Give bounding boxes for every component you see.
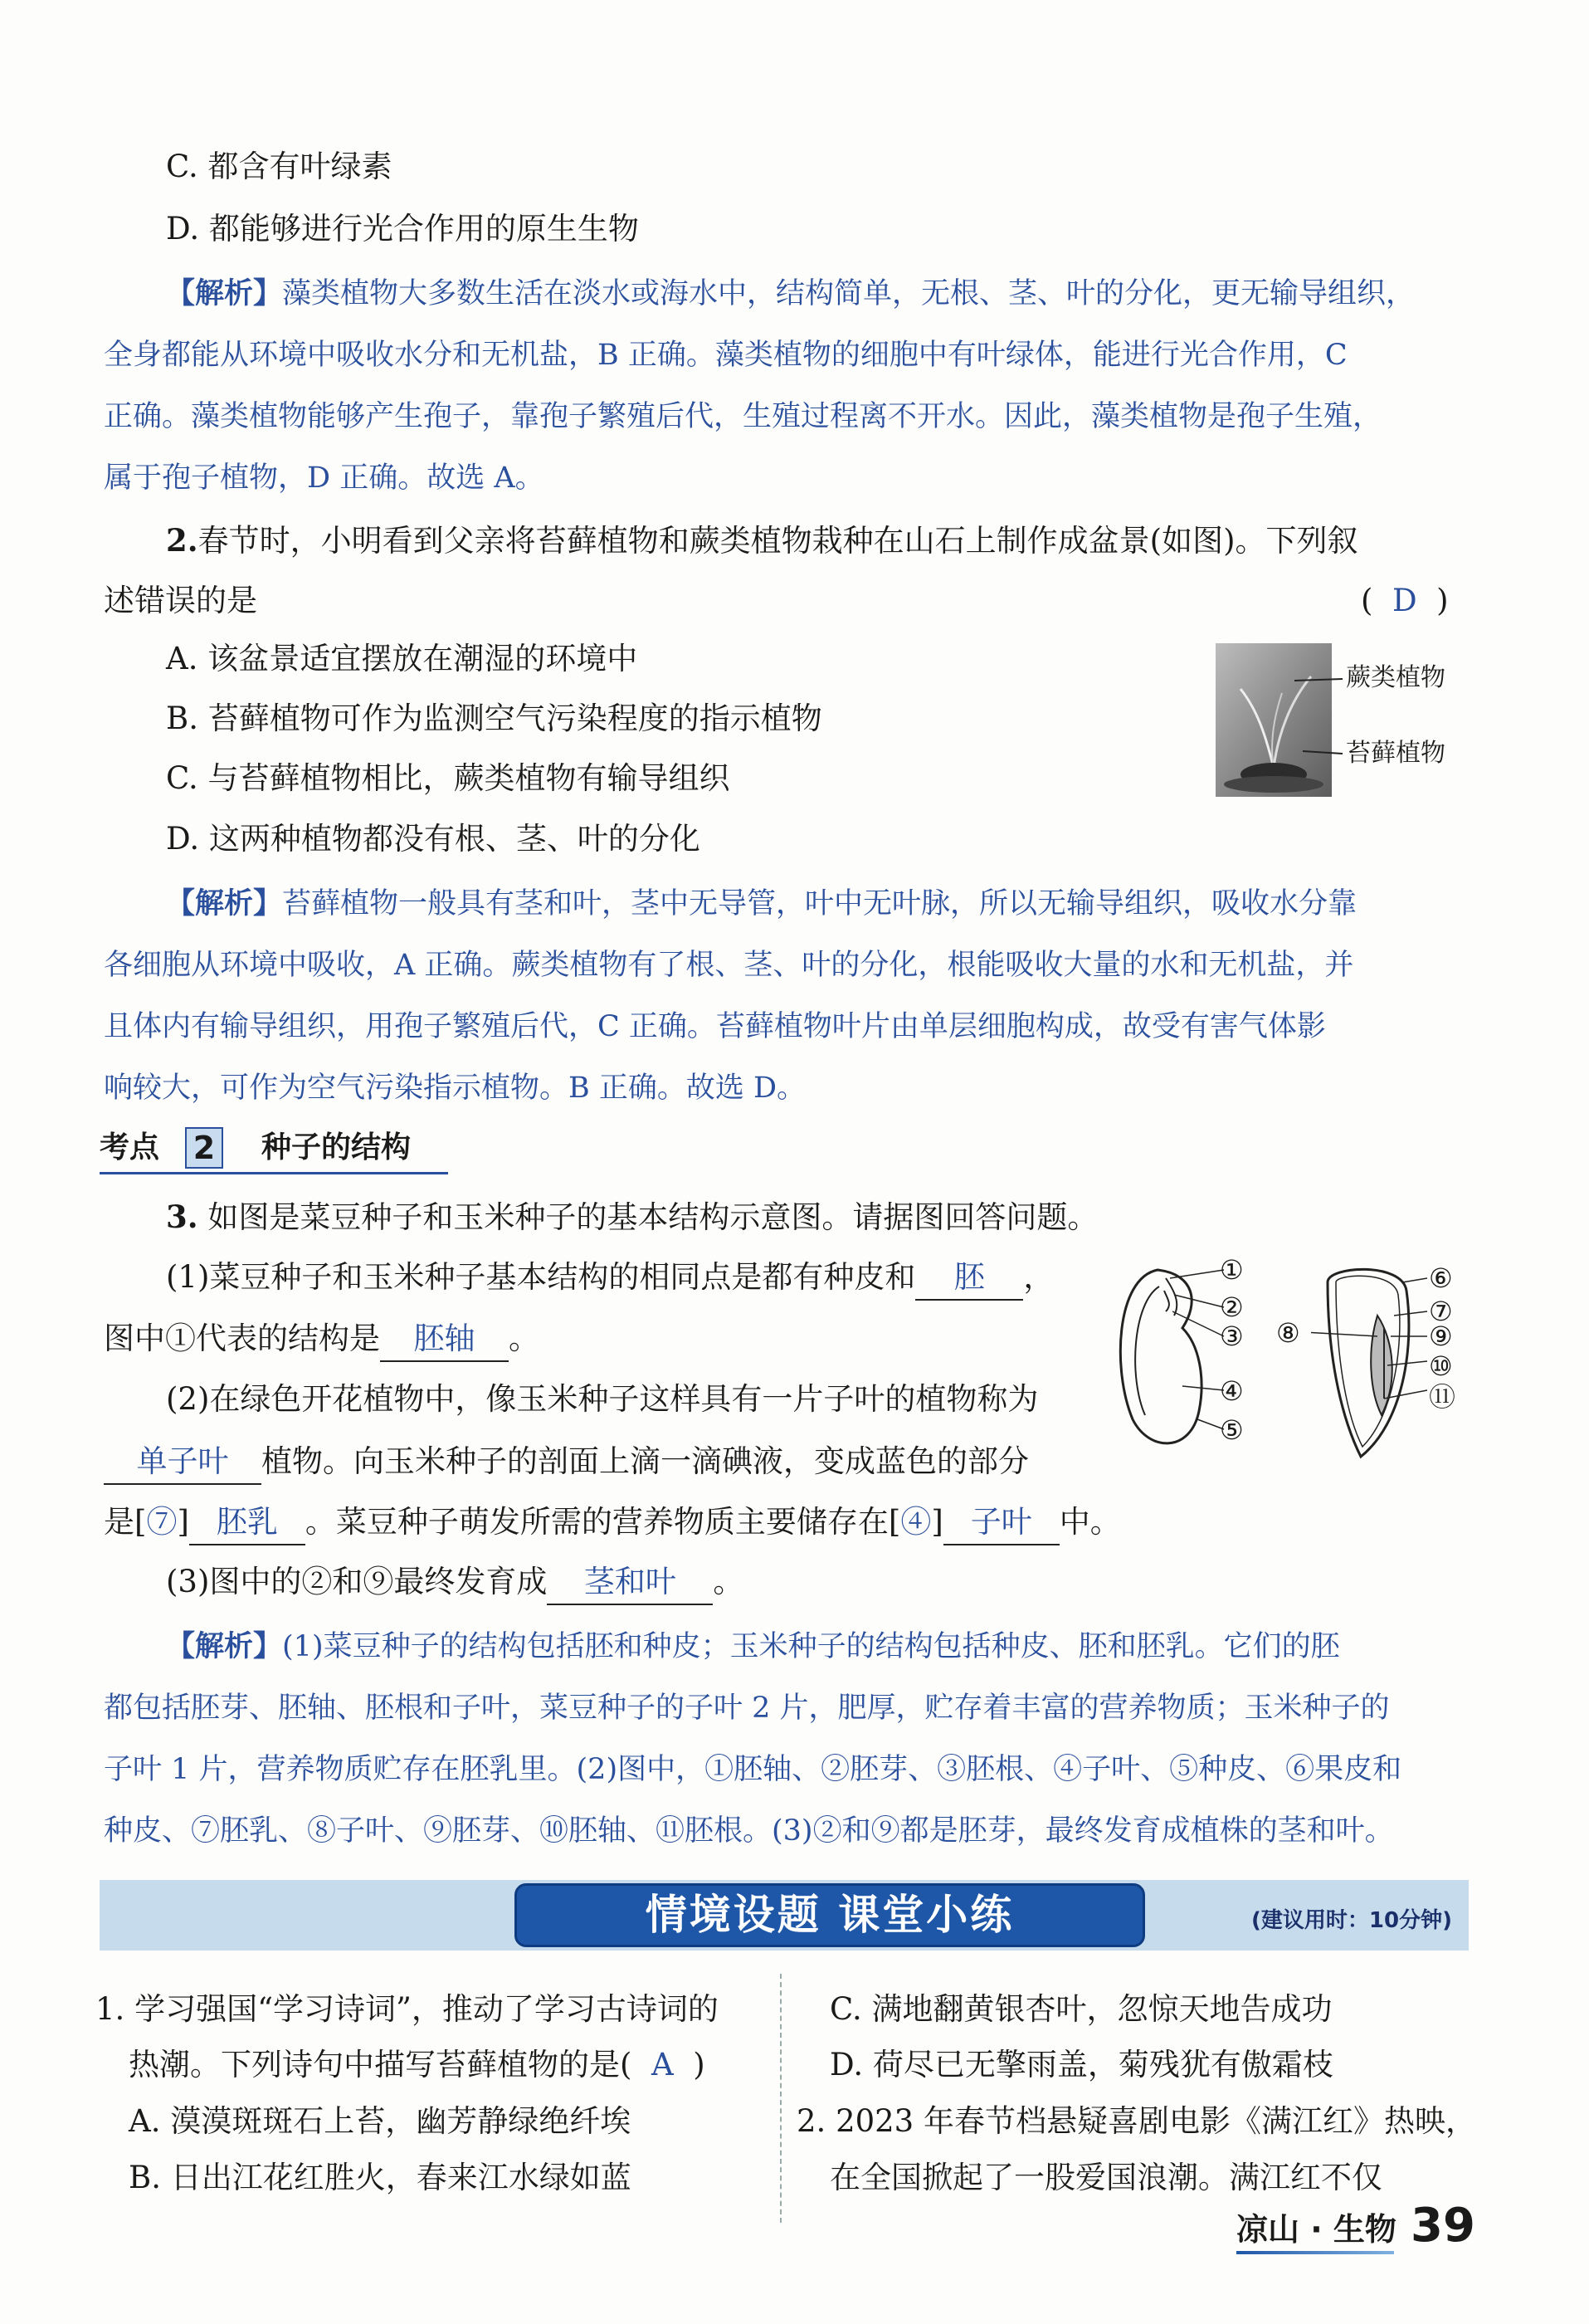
column-divider (780, 1974, 783, 2223)
q1-option-d: D. 都能够进行光合作用的原生生物 (166, 211, 639, 247)
kaodian-title: 种子的结构 (261, 1130, 412, 1164)
q2-stem-line2: 述错误的是 (104, 583, 257, 618)
bean-label-3: ③ (1220, 1321, 1244, 1352)
bean-label-4: ④ (1220, 1375, 1244, 1407)
footer-subject: 凉山 · 生物 (1236, 2211, 1396, 2248)
answer-blank: 胚乳 (189, 1501, 305, 1545)
practice-q1-line2: 热潮。下列诗句中描写苔藓植物的是( A ) (129, 2047, 705, 2082)
q1-analysis-line3: 正确。藻类植物能够产生孢子，靠孢子繁殖后代，生殖过程离不开水。因此，藻类植物是孢子生殖， (104, 400, 1382, 433)
corn-label-7: ⑦ (1429, 1296, 1453, 1327)
q3-part2-line2: 单子叶 植物。向玉米种子的剖面上滴一滴碘液，变成蓝色的部分 (104, 1440, 1029, 1485)
corn-label-10: ⑩ (1429, 1350, 1453, 1382)
analysis-label: 【解析】 (166, 277, 283, 310)
practice-q1-option-d: D. 荷尽已无擎雨盖，菊残犹有傲霜枝 (830, 2047, 1333, 2082)
q3-part1-line2: 图中①代表的结构是 胚轴 。 (104, 1317, 539, 1362)
corn-label-9: ⑨ (1429, 1321, 1453, 1352)
label-moss: 苔藓植物 (1346, 739, 1445, 768)
kaodian-prefix: 考点 (100, 1130, 160, 1164)
bean-label-5: ⑤ (1220, 1414, 1244, 1446)
answer-blank: 胚轴 (380, 1317, 509, 1362)
corn-label-11: ⑪ (1429, 1381, 1456, 1413)
practice-q2-line1: 2. 2023 年春节档悬疑喜剧电影《满江红》热映， (797, 2103, 1476, 2139)
q3-part3: (3)图中的②和⑨最终发育成 茎和叶 。 (166, 1560, 743, 1605)
q3-stem: 3. 如图是菜豆种子和玉米种子的基本结构示意图。请据图回答问题。 (166, 1199, 1099, 1235)
practice-q1-option-a: A. 漠漠斑斑石上苔，幽芳静绿绝纤埃 (129, 2103, 631, 2139)
practice-q2-line2: 在全国掀起了一股爱国浪潮。满江红不仅 (830, 2160, 1382, 2195)
q3-analysis-line2: 都包括胚芽、胚轴、胚根和子叶，菜豆种子的子叶 2 片，肥厚，贮存着丰富的营养物质；玉米种子的 (104, 1692, 1390, 1725)
practice-q1-line1: 1. 学习强国“学习诗词”，推动了学习古诗词的 (95, 1991, 719, 2027)
q1-analysis-line2: 全身都能从环境中吸收水分和无机盐，B 正确。藻类植物的细胞中有叶绿体，能进行光合作用，C (104, 339, 1348, 372)
q2-option-b: B. 苔藓植物可作为监测空气污染程度的指示植物 (166, 701, 822, 736)
banner-time-hint: (建议用时：10分钟) (1251, 1908, 1452, 1933)
section-banner (100, 1880, 1469, 1950)
answer-bracket: ④ (900, 1504, 932, 1540)
answer-blank: 单子叶 (104, 1440, 261, 1485)
q3-part1-line1: (1)菜豆种子和玉米种子基本结构的相同点是都有种皮和 胚 ， (166, 1256, 1054, 1301)
practice-q1-answer: A (651, 2047, 674, 2082)
answer-bracket: ⑦ (146, 1504, 178, 1540)
kaodian-underline (100, 1172, 448, 1174)
q2-option-c: C. 与苔藓植物相比，蕨类植物有输导组织 (166, 760, 730, 796)
q3-part2-line1: (2)在绿色开花植物中，像玉米种子这样具有一片子叶的植物称为 (166, 1381, 1039, 1417)
q2-stem-line1: 2.春节时，小明看到父亲将苔藓植物和蕨类植物栽种在山石上制作成盆景(如图)。下列叙 (166, 522, 1358, 559)
q1-analysis-line4: 属于孢子植物，D 正确。故选 A。 (104, 461, 544, 495)
q3-analysis-line1: 【解析】(1)菜豆种子的结构包括胚和种皮；玉米种子的结构包括种皮、胚和胚乳。它们的胚 (166, 1630, 1340, 1663)
corn-seed-diagram (1311, 1257, 1427, 1465)
q3-analysis-line4: 种皮、⑦胚乳、⑧子叶、⑨胚芽、⑩胚轴、⑪胚根。(3)②和⑨都是胚芽，最终发育成植株的茎和叶。 (104, 1814, 1394, 1848)
page-number: 39 (1411, 2199, 1475, 2253)
practice-q1-option-c: C. 满地翻黄银杏叶，忽惊天地告成功 (830, 1991, 1333, 2027)
corn-label-6: ⑥ (1429, 1262, 1453, 1294)
q2-option-d: D. 这两种植物都没有根、茎、叶的分化 (166, 821, 700, 857)
q1-option-c: C. 都含有叶绿素 (166, 149, 392, 184)
label-fern: 蕨类植物 (1346, 663, 1445, 692)
bean-label-1: ① (1220, 1254, 1244, 1286)
footer-accent-line (1236, 2251, 1394, 2254)
q2-analysis-line1: 【解析】苔藓植物一般具有茎和叶，茎中无导管，叶中无叶脉，所以无输导组织，吸收水分靠 (166, 887, 1357, 920)
q2-answer: D (1392, 583, 1417, 618)
kaodian-header (100, 1120, 448, 1179)
q2-analysis-line2: 各细胞从环境中吸收，A 正确。蕨类植物有了根、茎、叶的分化，根能吸收大量的水和无机盐，并 (104, 949, 1354, 982)
answer-blank: 胚 (915, 1256, 1023, 1301)
answer-blank: 茎和叶 (547, 1560, 713, 1605)
q2-option-a: A. 该盆景适宜摆放在潮湿的环境中 (166, 641, 638, 676)
answer-blank: 子叶 (943, 1501, 1060, 1545)
q3-part2-line3: 是[⑦] 胚乳 。菜豆种子萌发所需的营养物质主要储存在[④] 子叶 中。 (104, 1501, 1121, 1545)
q2-answer-bracket: ( D ) (1361, 583, 1449, 618)
practice-q1-option-b: B. 日出江花红胜火，春来江水绿如蓝 (129, 2160, 631, 2195)
bean-label-2: ② (1220, 1291, 1244, 1323)
kaodian-number: 2 (185, 1127, 223, 1169)
q1-analysis-line1: 【解析】藻类植物大多数生活在淡水或海水中，结构简单，无根、茎、叶的分化，更无输导组织， (166, 277, 1416, 310)
q2-analysis-line3: 且体内有输导组织，用孢子繁殖后代，C 正确。苔藓植物叶片由单层细胞构成，故受有害气体影 (104, 1010, 1326, 1043)
q2-analysis-line4: 响较大，可作为空气污染指示植物。B 正确。故选 D。 (104, 1072, 807, 1105)
q3-analysis-line3: 子叶 1 片，营养物质贮存在胚乳里。(2)图中，①胚轴、②胚芽、③胚根、④子叶、⑤种皮、⑥果皮和 (104, 1753, 1402, 1786)
banner-title: 情境设题 课堂小练 (514, 1883, 1145, 1947)
corn-label-8: ⑧ (1276, 1317, 1300, 1349)
bonsai-leader-lines (1294, 664, 1344, 764)
